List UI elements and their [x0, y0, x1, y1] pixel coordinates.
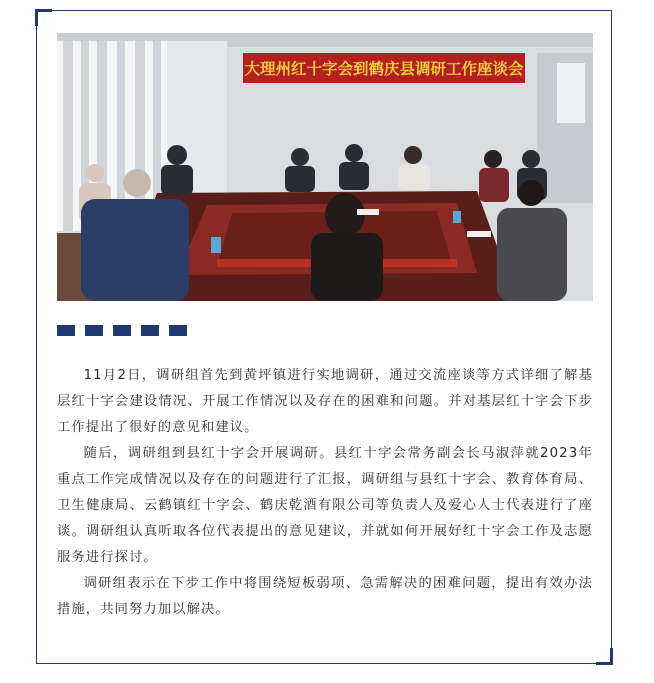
paragraph-1: 11月2日，调研组首先到黄坪镇进行实地调研，通过交流座谈等方式详细了解基层红十字会建设情况、开展工作情况以及存在的困难和问题。并对基层红十字会下步工作提出了很好的意见和建议。 — [57, 368, 593, 435]
decor-square — [113, 325, 131, 336]
article-frame — [36, 10, 612, 664]
decor-square — [85, 325, 103, 336]
frame-corner-top-left — [35, 9, 52, 26]
article-body — [57, 363, 593, 623]
meeting-photo — [57, 33, 593, 301]
paragraph-3: 调研组表示在下步工作中将围绕短板弱项、急需解决的困难问题，提出有效办法措施，共同努力加以解决。 — [57, 576, 593, 617]
decor-square — [57, 325, 75, 336]
paragraph-2: 随后，调研组到县红十字会开展调研。县红十字会常务副会长马淑萍就2023年重点工作完成情况以及存在的问题进行了汇报，调研组与县红十字会、教育体育局、卫生健康局、云鹤镇红十字会、鹤庆乾酒有限公司等负责人及爱心人士代表进行了座谈。调研组认真听取各位代表提出的意见建议，并就如何开展好红十字会工作及志愿服务进行探讨。 — [57, 446, 593, 565]
banner-text: 大理州红十字会到鹤庆县调研工作座谈会 — [244, 59, 524, 78]
decorative-squares — [57, 325, 187, 337]
decor-square — [169, 325, 187, 336]
meeting-banner — [243, 53, 525, 83]
frame-corner-bottom-right — [596, 648, 613, 665]
decor-square — [141, 325, 159, 336]
